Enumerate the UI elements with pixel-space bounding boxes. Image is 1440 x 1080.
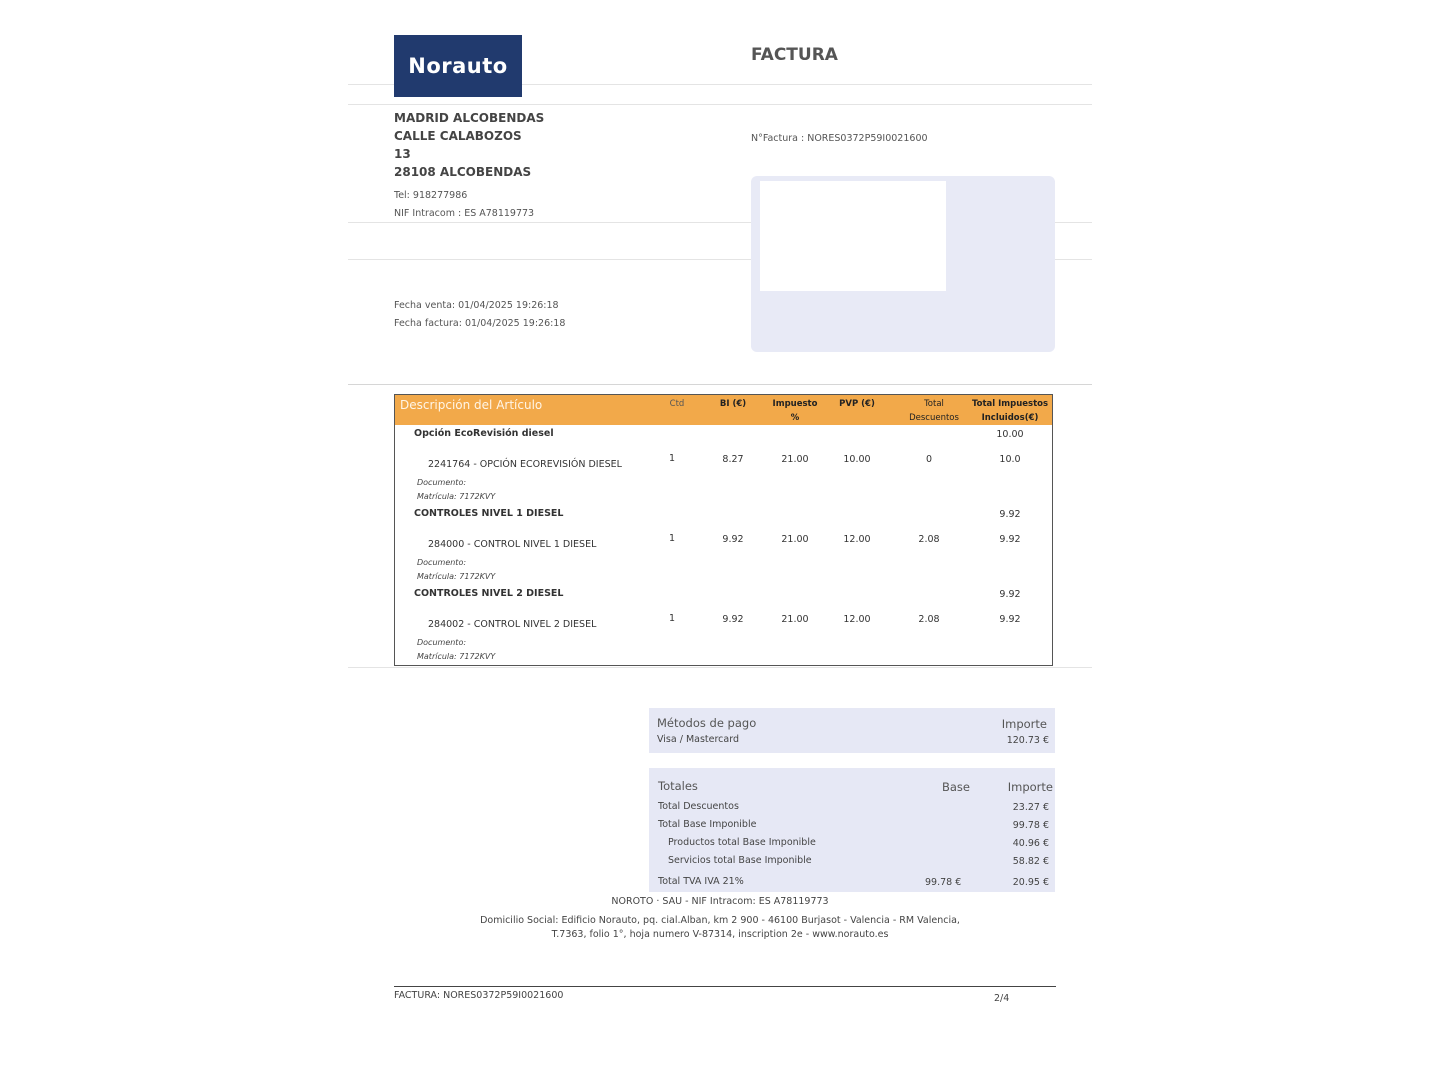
item-total: 10.0 xyxy=(999,454,1021,465)
item-description: 2241764 - OPCIÓN ECOREVISIÓN DIESEL xyxy=(428,459,622,470)
item-tax: 21.00 xyxy=(781,454,809,465)
item-tax: 21.00 xyxy=(781,534,809,545)
footer-divider xyxy=(394,986,1056,987)
totals-row-base: 99.78 € xyxy=(925,877,962,888)
col-tax: Impuesto % xyxy=(772,399,818,423)
item-plate: Matrícula: 7172KVY xyxy=(417,492,496,501)
item-bi: 8.27 xyxy=(722,454,744,465)
item-qty: 1 xyxy=(668,613,676,624)
store-city: 28108 ALCOBENDAS xyxy=(394,165,532,179)
totals-row-label: Total TVA IVA 21% xyxy=(658,876,744,887)
totals-row-amount: 99.78 € xyxy=(1012,820,1049,831)
store-nif: NIF Intracom : ES A78119773 xyxy=(394,208,535,219)
item-description: 284002 - CONTROL NIVEL 2 DIESEL xyxy=(428,619,597,630)
payment-methods-box xyxy=(649,708,1055,753)
item-bi: 9.92 xyxy=(722,614,744,625)
group-total: 10.00 xyxy=(996,429,1024,440)
table-header xyxy=(395,395,1052,425)
store-phone: Tel: 918277986 xyxy=(394,190,468,201)
totals-row-label: Productos total Base Imponible xyxy=(668,837,816,848)
company-address-line: Domicilio Social: Edificio Norauto, pq. cial.Alban, km 2 900 - 46100 Burjasot - Valencia - RM Valencia, xyxy=(480,915,960,926)
client-address-box xyxy=(751,176,1055,352)
payment-method: Visa / Mastercard xyxy=(657,734,739,745)
document-title: FACTURA xyxy=(751,45,838,65)
store-street: CALLE CALABOZOS xyxy=(394,129,522,143)
totals-row-amount: 58.82 € xyxy=(1012,856,1049,867)
company-legal-line: NOROTO · SAU - NIF Intracom: ES A78119773 xyxy=(611,896,829,907)
item-document: Documento: xyxy=(417,478,467,487)
item-discount: 2.08 xyxy=(918,614,940,625)
item-pvp: 12.00 xyxy=(843,614,871,625)
payment-header: Métodos de pago xyxy=(657,716,757,730)
col-total: Total Impuestos Incluidos(€) xyxy=(971,399,1049,423)
company-registry-line: T.7363, folio 1°, hoja numero V-87314, inscription 2e - www.norauto.es xyxy=(551,929,889,940)
col-bi: BI (€) xyxy=(719,399,747,409)
item-pvp: 10.00 xyxy=(843,454,871,465)
item-plate: Matrícula: 7172KVY xyxy=(417,572,496,581)
item-total: 9.92 xyxy=(999,614,1021,625)
norauto-logo xyxy=(394,35,522,97)
logo-text: Norauto xyxy=(408,54,508,78)
page-number: 2/4 xyxy=(994,993,1010,1004)
totals-box xyxy=(649,768,1055,892)
item-qty: 1 xyxy=(668,453,676,464)
item-tax: 21.00 xyxy=(781,614,809,625)
totals-row-amount: 23.27 € xyxy=(1012,802,1049,813)
redacted-area xyxy=(760,181,946,291)
item-document: Documento: xyxy=(417,558,467,567)
col-discounts: Total Descuentos xyxy=(909,399,959,423)
totals-row-label: Total Base Imponible xyxy=(658,819,757,830)
store-name: MADRID ALCOBENDAS xyxy=(394,111,545,125)
item-plate: Matrícula: 7172KVY xyxy=(417,652,496,661)
item-discount: 2.08 xyxy=(918,534,940,545)
item-description: 284000 - CONTROL NIVEL 1 DIESEL xyxy=(428,539,597,550)
invoice-date: Fecha factura: 01/04/2025 19:26:18 xyxy=(394,318,566,329)
divider xyxy=(348,667,1092,668)
items-table xyxy=(394,394,1053,666)
footer-invoice-ref: FACTURA: NORES0372P59I0021600 xyxy=(394,990,564,1001)
item-total: 9.92 xyxy=(999,534,1021,545)
payment-amount: 120.73 € xyxy=(1006,735,1049,746)
invoice-number: N°Factura : NORES0372P59I0021600 xyxy=(751,133,928,144)
totals-row-label: Servicios total Base Imponible xyxy=(668,855,812,866)
totals-base-header: Base xyxy=(942,780,971,794)
group-title: CONTROLES NIVEL 1 DIESEL xyxy=(414,508,564,519)
totals-header: Totales xyxy=(658,779,698,793)
item-discount: 0 xyxy=(925,454,933,465)
divider xyxy=(348,384,1092,385)
group-title: CONTROLES NIVEL 2 DIESEL xyxy=(414,588,564,599)
item-document: Documento: xyxy=(417,638,467,647)
item-bi: 9.92 xyxy=(722,534,744,545)
payment-amount-header: Importe xyxy=(1001,717,1047,731)
col-description: Descripción del Artículo xyxy=(400,398,543,412)
totals-row-amount: 20.95 € xyxy=(1012,877,1049,888)
group-title: Opción EcoRevisión diesel xyxy=(414,428,554,439)
totals-amount-header: Importe xyxy=(1007,780,1053,794)
col-qty: Ctd xyxy=(669,399,685,409)
divider xyxy=(348,104,1092,105)
item-pvp: 12.00 xyxy=(843,534,871,545)
totals-row-label: Total Descuentos xyxy=(658,801,739,812)
col-pvp: PVP (€) xyxy=(839,399,875,409)
item-qty: 1 xyxy=(668,533,676,544)
store-number: 13 xyxy=(394,147,411,161)
sale-date: Fecha venta: 01/04/2025 19:26:18 xyxy=(394,300,559,311)
group-total: 9.92 xyxy=(999,589,1021,600)
group-total: 9.92 xyxy=(999,509,1021,520)
totals-row-amount: 40.96 € xyxy=(1012,838,1049,849)
